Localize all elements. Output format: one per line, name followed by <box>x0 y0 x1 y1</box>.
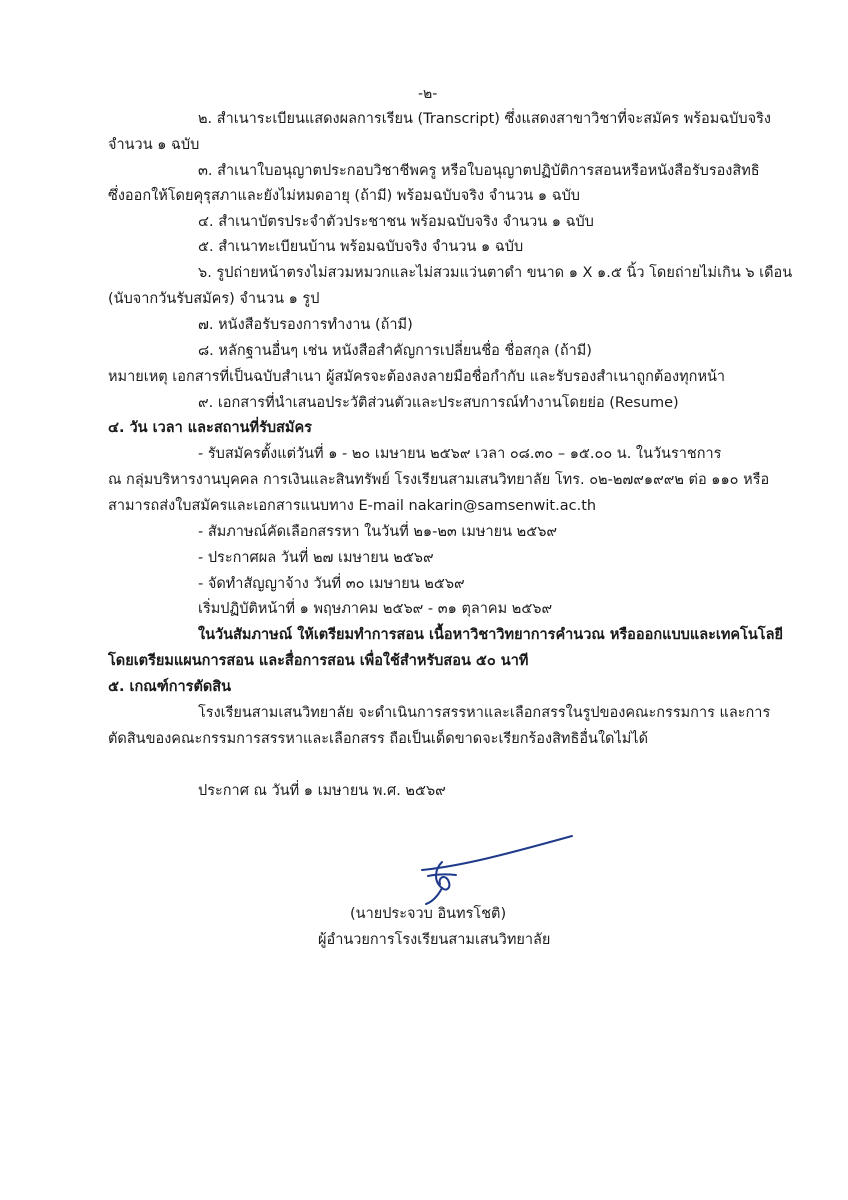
criteria-line-2: ตัดสินของคณะกรรมการสรรหาและเลือกสรร ถือเป็นเด็ดขาดจะเรียกร้องสิทธิอื่นใดไม่ได้ <box>108 731 649 747</box>
apply-line-1: - รับสมัครตั้งแต่วันที่ ๑ - ๒๐ เมษายน ๒๕๖๙ เวลา ๐๘.๓๐ – ๑๕.๐๐ น. ในวันราชการ <box>198 446 722 462</box>
document-item-7: ๗. หนังสือรับรองการทำงาน (ถ้ามี) <box>198 317 413 333</box>
document-item-3-line1: ๓. สำเนาใบอนุญาตประกอบวิชาชีพครู หรือใบอนุญาตปฏิบัติการสอนหรือหนังสือรับรองสิทธิ <box>198 163 760 179</box>
announce-date: - ประกาศผล วันที่ ๒๗ เมษายน ๒๕๖๙ <box>198 550 434 566</box>
page-number: -๒- <box>418 86 438 102</box>
interview-prep-line-1: ในวันสัมภาษณ์ ให้เตรียมทำการสอน เนื้อหาวิชาวิทยาการคำนวณ หรือออกแบบและเทคโนโลยี <box>198 627 783 643</box>
contract-date: - จัดทำสัญญาจ้าง วันที่ ๓๐ เมษายน ๒๕๖๙ <box>198 576 465 592</box>
announcement-date: ประกาศ ณ วันที่ ๑ เมษายน พ.ศ. ๒๕๖๙ <box>198 783 446 799</box>
document-item-2-line1: ๒. สำเนาระเบียนแสดงผลการเรียน (Transcript) ซึ่งแสดงสาขาวิชาที่จะสมัคร พร้อมฉบับจริง <box>198 111 771 127</box>
document-item-4: ๔. สำเนาบัตรประจำตัวประชาชน พร้อมฉบับจริง จำนวน ๑ ฉบับ <box>198 214 594 230</box>
apply-line-3: สามารถส่งใบสมัครและเอกสารแนบทาง E-mail nakarin@samsenwit.ac.th <box>108 498 597 514</box>
criteria-line-1: โรงเรียนสามเสนวิทยาลัย จะดำเนินการสรรหาและเลือกสรรในรูปของคณะกรรมการ และการ <box>198 705 771 721</box>
start-period: เริ่มปฏิบัติหน้าที่ ๑ พฤษภาคม ๒๕๖๙ - ๓๑ ตุลาคม ๒๕๖๙ <box>198 601 553 617</box>
note: หมายเหตุ เอกสารที่เป็นฉบับสำเนา ผู้สมัครจะต้องลงลายมือชื่อกำกับ และรับรองสำเนาถูกต้องทุกหน้า <box>108 369 726 385</box>
signatory-position: ผู้อำนวยการโรงเรียนสามเสนวิทยาลัย <box>318 932 551 948</box>
section-4-heading: ๔. วัน เวลา และสถานที่รับสมัคร <box>108 420 312 436</box>
signature-mark <box>412 832 582 910</box>
interview-prep-line-2: โดยเตรียมแผนการสอน และสื่อการสอน เพื่อใช้สำหรับสอน ๕๐ นาที <box>108 653 529 669</box>
document-item-9: ๙. เอกสารที่นำเสนอประวัติส่วนตัวและประสบการณ์ทำงานโดยย่อ (Resume) <box>198 395 679 411</box>
document-item-6-line2: (นับจากวันรับสมัคร) จำนวน ๑ รูป <box>108 291 320 307</box>
signatory-name: (นายประจวบ อินทรโชติ) <box>350 906 507 922</box>
document-item-6-line1: ๖. รูปถ่ายหน้าตรงไม่สวมหมวกและไม่สวมแว่นตาดำ ขนาด ๑ X ๑.๕ นิ้ว โดยถ่ายไม่เกิน ๖ เดือน <box>198 265 793 281</box>
document-item-5: ๕. สำเนาทะเบียนบ้าน พร้อมฉบับจริง จำนวน ๑ ฉบับ <box>198 239 524 255</box>
apply-line-2: ณ กลุ่มบริหารงานบุคคล การเงินและสินทรัพย์ โรงเรียนสามเสนวิทยาลัย โทร. ๐๒-๒๗๙๑๙๙๒ ต่อ ๑๑๐ หรือ <box>108 472 770 488</box>
document-item-2-line2: จำนวน ๑ ฉบับ <box>108 137 200 153</box>
document-item-8: ๘. หลักฐานอื่นๆ เช่น หนังสือสำคัญการเปลี่ยนชื่อ ชื่อสกุล (ถ้ามี) <box>198 343 592 359</box>
section-5-heading: ๕. เกณฑ์การตัดสิน <box>108 679 232 695</box>
document-item-3-line2: ซึ่งออกให้โดยคุรุสภาและยังไม่หมดอายุ (ถ้ามี) พร้อมฉบับจริง จำนวน ๑ ฉบับ <box>108 188 581 204</box>
interview-date: - สัมภาษณ์คัดเลือกสรรหา ในวันที่ ๒๑-๒๓ เมษายน ๒๕๖๙ <box>198 524 558 540</box>
